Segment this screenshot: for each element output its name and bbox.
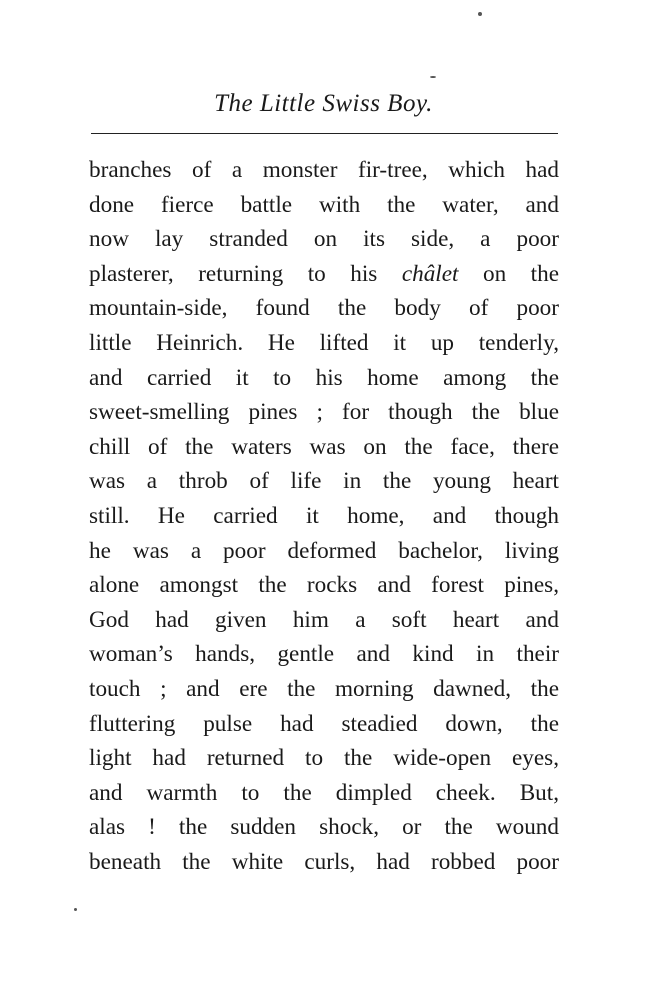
text-line-16: touch ; and ere the morning dawned, the <box>89 675 559 702</box>
text-line-4 <box>89 257 559 292</box>
text-line-9: chill of the waters was on the face, there <box>89 433 559 460</box>
running-head: The Little Swiss Boy. <box>214 90 433 117</box>
text-line-7: and carried it to his home among the <box>89 364 559 391</box>
text-line-4-end: on the <box>458 260 559 287</box>
text-line-11: still. He carried it home, and though <box>89 502 559 529</box>
text-line-3: now lay stranded on its side, a poor <box>89 226 559 253</box>
text-line-18: light had returned to the wide-open eyes, <box>89 745 559 772</box>
text-line-6: little Heinrich. He lifted it up tenderly, <box>89 329 559 356</box>
text-line-17: fluttering pulse had steadied down, the <box>89 710 559 737</box>
text-line-10: was a throb of life in the young heart <box>89 468 559 495</box>
text-line-12: he was a poor deformed bachelor, living <box>89 537 559 564</box>
italic-word: châlet <box>401 260 459 287</box>
text-line-21: beneath the white curls, had robbed poor <box>89 848 559 875</box>
text-line-4-start: plasterer, returning to his <box>89 260 402 287</box>
paper-speck <box>430 76 436 78</box>
paper-speck <box>74 908 77 911</box>
text-line-13: alone amongst the rocks and forest pines, <box>89 572 559 599</box>
text-line-14: God had given him a soft heart and <box>89 606 559 633</box>
text-line-15: woman’s hands, gentle and kind in their <box>89 641 559 668</box>
text-line-1: branches of a monster fir-tree, which had <box>89 157 559 183</box>
header-rule <box>91 133 558 134</box>
text-line-8: sweet-smelling pines ; for though the blue <box>89 399 559 426</box>
body-text <box>89 153 559 879</box>
text-line-2: done fierce battle with the water, and <box>89 191 559 218</box>
text-line-20: alas ! the sudden shock, or the wound <box>89 814 559 841</box>
text-line-19: and warmth to the dimpled cheek. But, <box>89 779 559 806</box>
text-line-5: mountain-side, found the body of poor <box>89 295 559 322</box>
paper-speck <box>478 12 482 16</box>
